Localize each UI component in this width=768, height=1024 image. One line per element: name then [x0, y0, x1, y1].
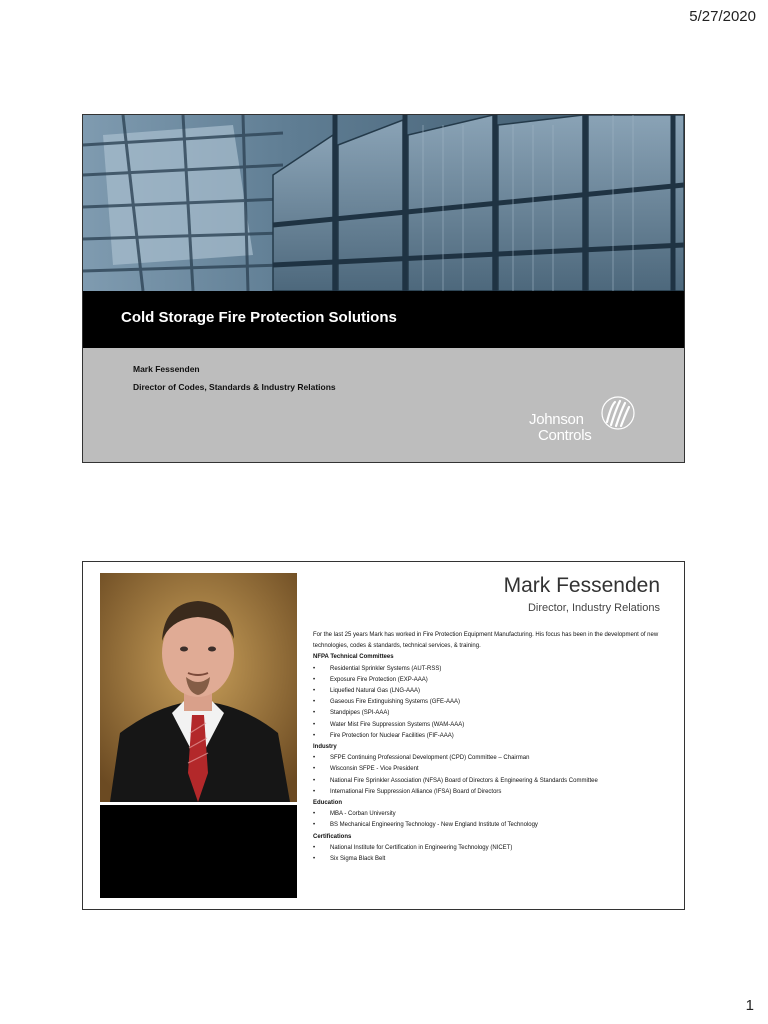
warehouse-image — [83, 115, 684, 291]
list-item: • Water Mist Fire Suppression Systems (WAM-AAA) — [313, 720, 665, 731]
presenter-role: Director of Codes, Standards & Industry Relations — [133, 382, 336, 392]
johnson-controls-logo — [529, 396, 637, 448]
list-item: • MBA - Corban University — [313, 809, 665, 820]
logo-word-johnson: Johnson — [529, 411, 584, 428]
list-item: • National Institute for Certification in Engineering Technology (NICET) — [313, 843, 665, 854]
bio-slide — [82, 561, 685, 910]
certifications-list — [313, 843, 665, 865]
page-number: 1 — [745, 997, 754, 1014]
section-heading-education: Education — [313, 800, 343, 807]
industry-list — [313, 753, 665, 798]
black-panel — [100, 805, 297, 898]
section-heading-industry: Industry — [313, 744, 337, 751]
list-item: • Standpipes (SPI-AAA) — [313, 708, 665, 719]
bio-intro: For the last 25 years Mark has worked in Fire Protection Equipment Manufacturing. His focus has been in the development of new technologies, codes & standards, technical services, & training. — [313, 632, 659, 650]
page-date: 5/27/2020 — [689, 8, 756, 25]
presenter-name: Mark Fessenden — [133, 364, 200, 374]
section-heading-nfpa: NFPA Technical Committees — [313, 654, 394, 661]
bio-title: Director, Industry Relations — [527, 602, 660, 614]
title-slide — [82, 114, 685, 463]
list-item: • Six Sigma Black Belt — [313, 854, 665, 865]
bio-name: Mark Fessenden — [503, 574, 660, 597]
list-item: • SFPE Continuing Professional Development (CPD) Committee – Chairman — [313, 753, 665, 764]
logo-word-controls: Controls — [538, 427, 592, 444]
list-item: • Wisconsin SFPE - Vice President — [313, 764, 665, 775]
list-item: • National Fire Sprinkler Association (NFSA) Board of Directors & Engineering & Standards Committee — [313, 776, 665, 787]
list-item: • International Fire Suppression Alliance (IFSA) Board of Directors — [313, 787, 665, 798]
list-item: • Exposure Fire Protection (EXP-AAA) — [313, 675, 665, 686]
bio-text — [313, 630, 665, 865]
title-band — [83, 291, 684, 348]
education-list — [313, 809, 665, 831]
johnson-controls-wave-icon — [601, 396, 635, 430]
section-heading-certifications: Certifications — [313, 833, 352, 840]
list-item: • Gaseous Fire Extinguishing Systems (GFE-AAA) — [313, 697, 665, 708]
slide-title: Cold Storage Fire Protection Solutions — [121, 309, 397, 326]
nfpa-committee-list — [313, 664, 665, 742]
list-item: • Liquefied Natural Gas (LNG-AAA) — [313, 686, 665, 697]
portrait-photo — [100, 573, 297, 802]
presenter-info — [83, 348, 684, 462]
list-item: • Fire Protection for Nuclear Facilities (FIF-AAA) — [313, 731, 665, 742]
list-item: • Residential Sprinkler Systems (AUT-RSS) — [313, 664, 665, 675]
list-item: • BS Mechanical Engineering Technology - New England Institute of Technology — [313, 820, 665, 831]
